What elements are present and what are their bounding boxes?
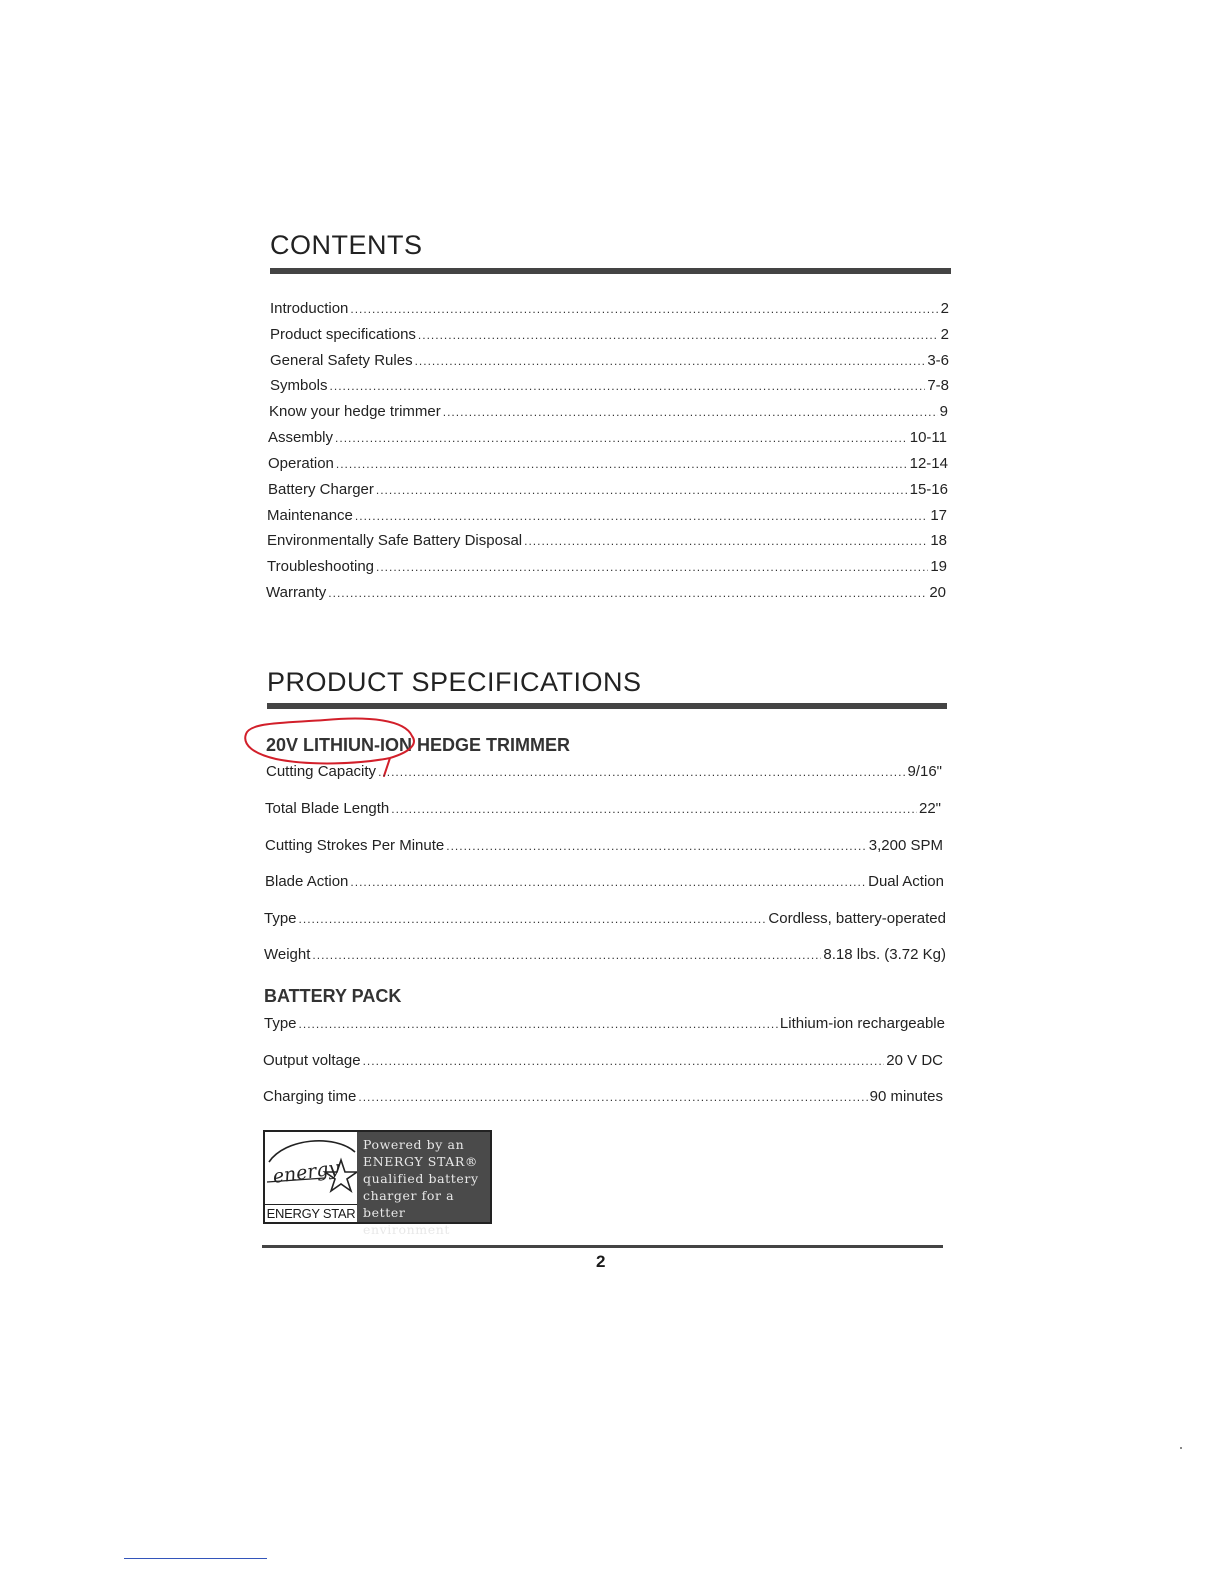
spec-row [265, 800, 941, 817]
spec-value: 8.18 lbs. (3.72 Kg) [823, 946, 946, 963]
spec-label: Cutting Strokes Per Minute [265, 837, 445, 854]
toc-label: Environmentally Safe Battery Disposal [267, 532, 523, 549]
toc-label: Introduction [270, 300, 349, 317]
leader-dots [350, 875, 866, 889]
toc-row [267, 558, 947, 575]
spec-label: Charging time [263, 1088, 357, 1105]
toc-row [270, 377, 949, 394]
toc-label: Product specifications [270, 326, 416, 343]
spec-label: Cutting Capacity [266, 763, 377, 780]
leader-dots [443, 405, 938, 419]
toc-page: 9 [939, 403, 948, 420]
toc-row [267, 532, 947, 549]
leader-dots [524, 534, 928, 548]
toc-label: Battery Charger [268, 481, 374, 498]
energy-line: better environment [363, 1205, 450, 1237]
toc-page: 19 [930, 558, 947, 575]
spec-label: Output voltage [263, 1052, 361, 1069]
spec-label: Type [264, 1015, 297, 1032]
energy-line: charger for a [363, 1188, 455, 1203]
toc-row [267, 507, 947, 524]
leader-dots [350, 302, 938, 316]
toc-label: General Safety Rules [270, 352, 413, 369]
spec-label: Blade Action [265, 873, 349, 890]
spec-row [264, 946, 946, 963]
energy-star-icon [265, 1132, 357, 1206]
energy-star-logo [265, 1132, 357, 1222]
spec-row [266, 763, 942, 780]
leader-dots [336, 457, 908, 471]
spec-row [263, 1088, 943, 1105]
leader-dots [415, 354, 926, 368]
toc-row [268, 455, 948, 472]
spec-label: Weight [264, 946, 311, 963]
specs-title: PRODUCT SPECIFICATIONS [267, 667, 642, 697]
toc-row [266, 584, 946, 601]
toc-label: Know your hedge trimmer [269, 403, 441, 420]
toc-page: 17 [930, 507, 947, 524]
spec-row [264, 910, 946, 927]
leader-dots [363, 1054, 885, 1068]
leader-dots [328, 586, 927, 600]
page-number: 2 [596, 1252, 606, 1271]
toc-page: 2 [940, 326, 949, 343]
energy-star-text [357, 1132, 490, 1237]
contents-title: CONTENTS [270, 230, 423, 260]
spec-row [263, 1052, 943, 1069]
contents-rule [270, 268, 951, 274]
leader-dots [376, 483, 908, 497]
leader-dots [391, 802, 917, 816]
toc-page: 20 [929, 584, 946, 601]
toc-label: Operation [268, 455, 334, 472]
leader-dots [299, 912, 767, 926]
spec-value: Dual Action [868, 873, 944, 890]
spec-value: 22" [918, 800, 941, 817]
footer-rule [262, 1245, 943, 1248]
leader-dots [376, 560, 928, 574]
energy-line: Powered by an [363, 1137, 465, 1152]
toc-page: 15-16 [909, 481, 948, 498]
leader-dots [358, 1090, 867, 1104]
spec-value: Lithium-ion rechargeable [779, 1015, 945, 1032]
trimmer-heading: 20V LITHIUN-ION HEDGE TRIMMER [266, 735, 571, 755]
toc-row [270, 326, 949, 343]
spec-row [265, 837, 943, 854]
toc-label: Symbols [270, 377, 328, 394]
spec-row [265, 873, 944, 890]
energy-line: qualified battery [363, 1171, 479, 1186]
energy-star-label: ENERGY STAR [266, 1206, 356, 1221]
toc-row [268, 481, 948, 498]
leader-dots [418, 328, 939, 342]
spec-value: 9/16" [907, 763, 942, 780]
energy-script-text: energy [271, 1156, 341, 1188]
toc-label: Assembly [268, 429, 334, 446]
leader-dots [355, 509, 928, 523]
toc-page: 12-14 [909, 455, 948, 472]
spec-value: 3,200 SPM [868, 837, 943, 854]
energy-star-badge [263, 1130, 492, 1237]
toc-page: 10-11 [909, 429, 947, 446]
leader-dots [312, 948, 821, 962]
leader-dots [446, 839, 867, 853]
scan-speck [1180, 1447, 1182, 1449]
toc-page: 3-6 [927, 352, 949, 369]
specs-rule [267, 703, 947, 709]
leader-dots [330, 379, 926, 393]
energy-line: ENERGY STAR® [363, 1154, 478, 1169]
toc-row [269, 403, 948, 420]
leader-dots [299, 1017, 778, 1031]
toc-row [268, 429, 947, 446]
leader-dots [335, 431, 908, 445]
toc-row [270, 352, 949, 369]
toc-page: 2 [940, 300, 949, 317]
toc-label: Maintenance [267, 507, 353, 524]
spec-label: Type [264, 910, 297, 927]
toc-label: Warranty [266, 584, 327, 601]
battery-heading: BATTERY PACK [264, 986, 402, 1006]
spec-row [264, 1015, 945, 1032]
toc-row [270, 300, 949, 317]
spec-label: Total Blade Length [265, 800, 390, 817]
spec-value: 90 minutes [869, 1088, 943, 1105]
spec-value: Cordless, battery-operated [768, 910, 946, 927]
toc-label: Troubleshooting [267, 558, 375, 575]
toc-page: 7-8 [927, 377, 949, 394]
toc-page: 18 [930, 532, 947, 549]
footer-link-underline [124, 1558, 267, 1559]
spec-value: 20 V DC [886, 1052, 943, 1069]
leader-dots [378, 765, 905, 779]
